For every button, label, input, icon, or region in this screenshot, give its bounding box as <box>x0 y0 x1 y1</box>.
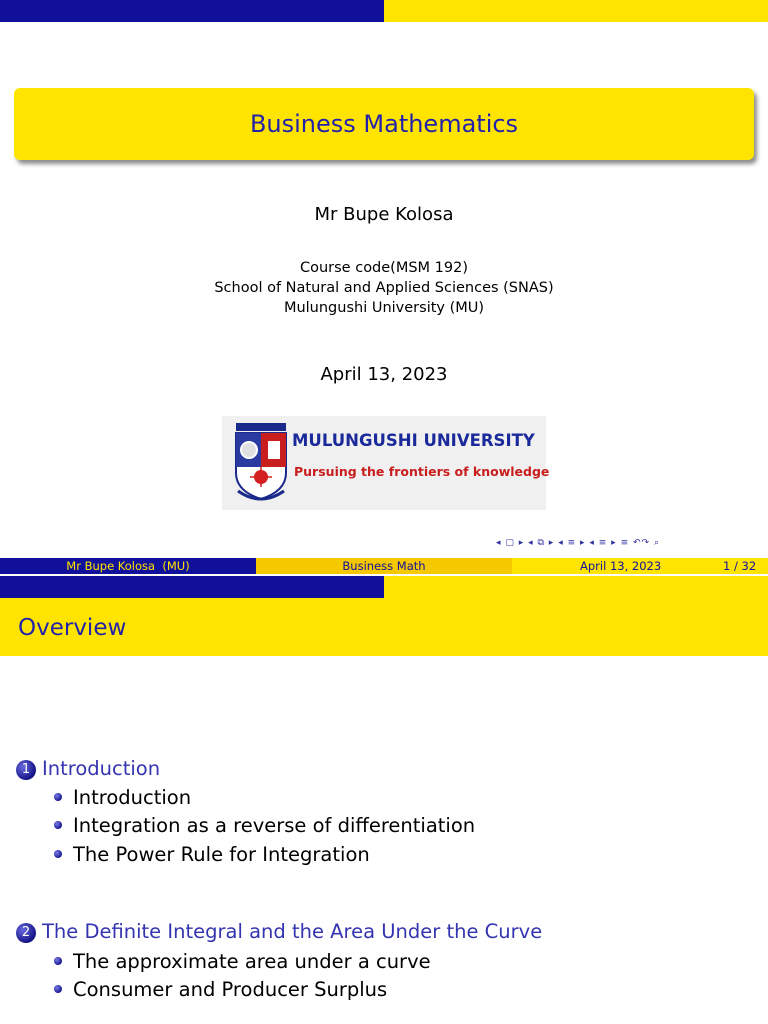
toc-item-label: The approximate area under a curve <box>73 950 431 973</box>
author-name: Mr Bupe Kolosa <box>314 204 454 225</box>
bullet-icon <box>54 821 62 829</box>
nav-section-icon[interactable]: ◂ ≡ ▸ <box>558 538 586 548</box>
beamer-navigation[interactable] <box>496 538 762 552</box>
frame-title: Overview <box>18 615 127 641</box>
university-logo <box>222 416 550 510</box>
top-bar-yellow <box>384 0 768 22</box>
toc-section-2[interactable] <box>16 920 542 943</box>
bullet-icon <box>54 957 62 965</box>
university-crest-icon <box>230 421 292 505</box>
footer-title-panel <box>256 558 512 574</box>
toc-item[interactable] <box>54 843 370 866</box>
bullet-icon <box>54 985 62 993</box>
top-bar-blue <box>0 0 384 22</box>
logo-motto: Pursuing the frontiers of knowledge <box>294 464 550 479</box>
nav-subsection-list-icon[interactable]: ◂ ≡ ▸ <box>589 538 617 548</box>
bullet-icon <box>54 850 62 858</box>
slide-title: Business Mathematics <box>249 110 519 138</box>
toc-item-label: Consumer and Producer Surplus <box>73 978 388 1001</box>
university-name: Mulungushi University (MU) <box>283 300 485 316</box>
toc-item-label: Introduction <box>73 786 192 809</box>
footer-page-number: 1 / 32 <box>723 559 757 573</box>
toc-item[interactable] <box>54 950 431 973</box>
course-code: Course code(MSM 192) <box>299 260 469 276</box>
presentation-date: April 13, 2023 <box>320 364 448 385</box>
section-number-badge: 1 <box>16 760 36 780</box>
toc-item[interactable] <box>54 978 387 1001</box>
toc-section-1[interactable] <box>16 757 160 780</box>
footer-author: Mr Bupe Kolosa (MU) <box>66 559 190 573</box>
slide2-top-bar-yellow <box>384 576 768 598</box>
section-title: The Definite Integral and the Area Under the Curve <box>42 920 543 943</box>
nav-search-icon[interactable]: ↶↷ ⌕ <box>633 538 660 548</box>
logo-university-name: MULUNGUSHI UNIVERSITY <box>292 431 535 450</box>
section-number-badge: 2 <box>16 923 36 943</box>
slide2-top-bar-blue <box>0 576 384 598</box>
toc-item-label: Integration as a reverse of differentiation <box>73 814 476 837</box>
bullet-icon <box>54 793 62 801</box>
frame-title-bar <box>0 598 768 656</box>
footer-date-panel <box>512 558 768 574</box>
toc-item-label: The Power Rule for Integration <box>73 843 370 866</box>
footer-date: April 13, 2023 <box>580 559 662 573</box>
footer-author-panel <box>0 558 256 574</box>
nav-frame-icon[interactable]: ◂ ▢ ▸ <box>496 538 525 548</box>
section-title: Introduction <box>42 757 161 780</box>
title-box <box>14 88 754 160</box>
toc-item[interactable] <box>54 814 475 837</box>
nav-outline-icon[interactable]: ≡ <box>620 538 630 548</box>
nav-subsection-icon[interactable]: ◂ ⧉ ▸ <box>528 538 555 548</box>
toc-item[interactable] <box>54 786 191 809</box>
school-name: School of Natural and Applied Sciences (SNAS) <box>214 280 554 296</box>
footer-short-title: Business Math <box>342 559 426 573</box>
